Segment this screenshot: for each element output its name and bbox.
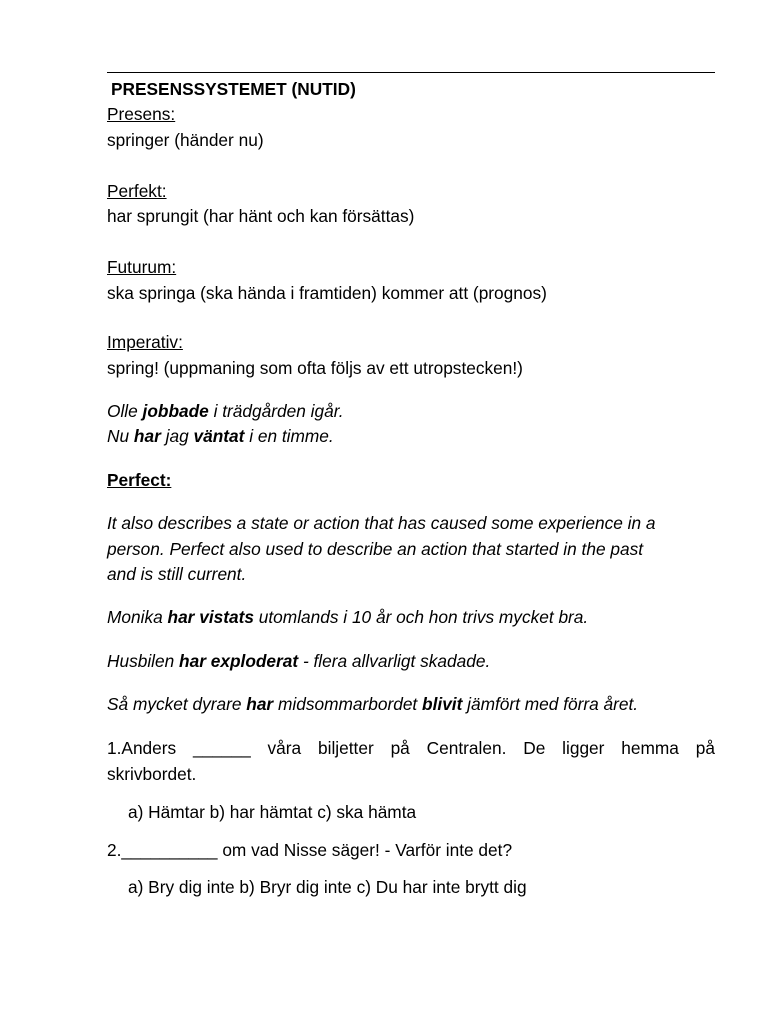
top-rule (107, 72, 715, 73)
example-text: jämfört med förra året. (462, 694, 639, 714)
example-verb: jobbade (142, 401, 209, 421)
section-body-futurum: ska springa (ska hända i framtiden) kommer att (prognos) (107, 283, 547, 303)
example-sentence-monika (107, 606, 588, 628)
exercise-word: De (523, 738, 546, 758)
example-sentence-nu (107, 425, 334, 447)
example-text: jag (160, 426, 194, 446)
exercise-word: biljetter (318, 738, 374, 758)
exercise-1-line (107, 737, 715, 759)
exercise-2-options: a) Bry dig inte b) Bryr dig inte c) Du har inte brytt dig (128, 877, 527, 897)
exercise-1-options: a) Hämtar b) har hämtat c) ska hämta (128, 802, 417, 822)
perfect-heading: Perfect: (107, 470, 172, 490)
exercise-word: Centralen. (426, 738, 507, 758)
exercise-2-line: 2.__________ om vad Nisse säger! - Varför inte det? (107, 840, 513, 860)
example-text: utomlands i 10 år och hon trivs mycket bra. (253, 607, 589, 627)
exercise-blank: ______ (193, 738, 251, 758)
example-text: i trädgården igår. (208, 401, 344, 421)
example-verb: har (246, 694, 274, 714)
example-verb: har (133, 426, 161, 446)
example-verb: blivit (422, 694, 463, 714)
example-text: Husbilen (107, 651, 180, 671)
example-text: midsommarbordet (273, 694, 423, 714)
example-verb: har vistats (167, 607, 254, 627)
exercise-word: på (695, 738, 715, 758)
section-heading-imperativ: Imperativ: (107, 332, 183, 352)
example-text: Olle (107, 401, 143, 421)
exercise-word: på (390, 738, 410, 758)
exercise-1-continuation: skrivbordet. (107, 764, 197, 784)
exercise-word: ligger (562, 738, 605, 758)
example-text: - flera allvarligt skadade. (298, 651, 491, 671)
example-text: i en timme. (244, 426, 334, 446)
perfect-description-line: It also describes a state or action that has caused some experience in a (107, 513, 656, 533)
section-heading-perfekt: Perfekt: (107, 181, 167, 201)
section-heading-presens: Presens: (107, 104, 176, 124)
perfect-description-line: and is still current. (107, 564, 247, 584)
example-sentence-husbilen (107, 650, 490, 672)
example-sentence-olle (107, 400, 344, 422)
perfect-description-line: person. Perfect also used to describe an action that started in the past (107, 539, 644, 559)
exercise-word: hemma (621, 738, 679, 758)
example-text: Så mycket dyrare (107, 694, 247, 714)
document-title: PRESENSSYSTEMET (NUTID) (111, 79, 356, 99)
section-body-presens: springer (händer nu) (107, 130, 264, 150)
example-verb: har exploderat (179, 651, 299, 671)
section-body-perfekt: har sprungit (har hänt och kan försättas) (107, 206, 415, 226)
example-verb: väntat (193, 426, 245, 446)
exercise-word: 1.Anders (107, 738, 177, 758)
section-heading-futurum: Futurum: (107, 257, 177, 277)
example-text: Monika (107, 607, 168, 627)
exercise-word: våra (267, 738, 302, 758)
section-body-imperativ: spring! (uppmaning som ofta följs av ett utropstecken!) (107, 358, 523, 378)
example-text: Nu (107, 426, 134, 446)
example-sentence-midsommar (107, 693, 638, 715)
